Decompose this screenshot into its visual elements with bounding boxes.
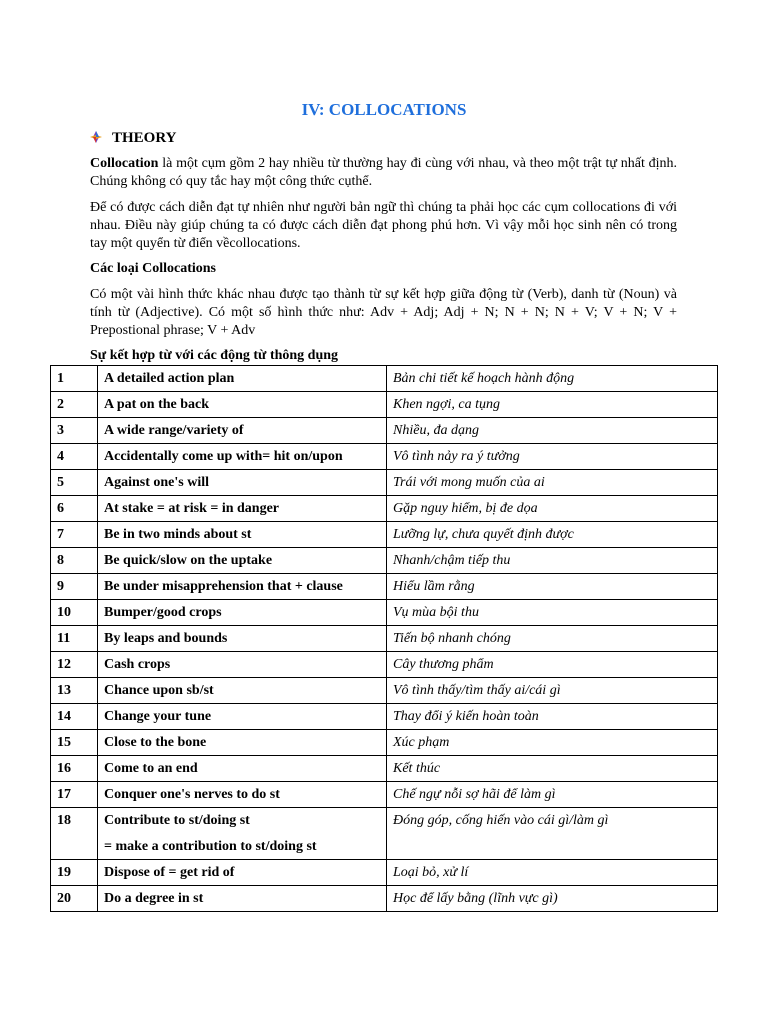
row-number: 3: [51, 418, 98, 444]
row-number: 10: [51, 600, 98, 626]
collocation-meaning: Xúc phạm: [387, 730, 718, 756]
table-row: [51, 470, 718, 496]
collocation-phrase: Dispose of = get rid of: [104, 865, 235, 880]
collocation-meaning: Chế ngự nỗi sợ hãi để làm gì: [387, 782, 718, 808]
row-number: 19: [51, 860, 98, 886]
table-row: [51, 392, 718, 418]
collocation-phrase: Conquer one's nerves to do st: [104, 787, 280, 802]
collocation-phrase: Chance upon sb/st: [104, 683, 214, 698]
row-number: 1: [51, 366, 98, 392]
page-title: IV: COLLOCATIONS: [301, 100, 467, 119]
collocation-english: [98, 496, 387, 522]
collocation-meaning: Đóng góp, cống hiến vào cái gì/làm gì: [387, 808, 718, 860]
collocation-meaning: Tiến bộ nhanh chóng: [387, 626, 718, 652]
collocation-meaning: Vụ mùa bội thu: [387, 600, 718, 626]
row-number: 11: [51, 626, 98, 652]
row-number: 6: [51, 496, 98, 522]
table-row: [51, 782, 718, 808]
definition-paragraph: [90, 155, 677, 191]
row-number: 15: [51, 730, 98, 756]
collocation-meaning: Học để lấy bằng (lĩnh vực gì): [387, 886, 718, 912]
collocation-english: [98, 808, 387, 860]
collocation-phrase: Do a degree in st: [104, 891, 204, 906]
collocation-phrase: Come to an end: [104, 761, 198, 776]
collocation-english: [98, 730, 387, 756]
table-row: [51, 366, 718, 392]
collocation-phrase: Change your tune: [104, 709, 212, 724]
collocation-english: [98, 678, 387, 704]
table-row: [51, 548, 718, 574]
table-row: [51, 496, 718, 522]
collocation-english: [98, 782, 387, 808]
collocation-phrase: Be under misapprehension that + clause: [104, 579, 343, 594]
collocation-phrase: At stake = at risk = in danger: [104, 501, 280, 516]
collocation-english: [98, 860, 387, 886]
row-number: 9: [51, 574, 98, 600]
table-row: [51, 860, 718, 886]
collocation-phrase: Be quick/slow on the uptake: [104, 553, 273, 568]
collocation-meaning: Nhiều, đa dạng: [387, 418, 718, 444]
collocation-english: [98, 548, 387, 574]
collocation-meaning: Gặp nguy hiểm, bị đe dọa: [387, 496, 718, 522]
row-number: 8: [51, 548, 98, 574]
collocation-meaning: Vô tình thấy/tìm thấy ai/cái gì: [387, 678, 718, 704]
collocation-table: [50, 365, 718, 912]
collocation-phrase: Contribute to st/doing st: [104, 813, 250, 828]
collocation-english: [98, 470, 387, 496]
collocation-meaning: Hiểu lầm rằng: [387, 574, 718, 600]
collocation-phrase: A wide range/variety of: [104, 423, 244, 438]
row-number: 4: [51, 444, 98, 470]
collocation-meaning: Cây thương phẩm: [387, 652, 718, 678]
collocation-english: [98, 886, 387, 912]
table-row: [51, 418, 718, 444]
table-row: [51, 756, 718, 782]
table-row: [51, 730, 718, 756]
row-number: 18: [51, 808, 98, 860]
table-row: [51, 600, 718, 626]
collocation-meaning: Khen ngợi, ca tụng: [387, 392, 718, 418]
collocation-phrase: Be in two minds about st: [104, 527, 252, 542]
collocation-english: [98, 704, 387, 730]
row-number: 5: [51, 470, 98, 496]
collocation-meaning: Nhanh/chậm tiếp thu: [387, 548, 718, 574]
table-row: [51, 808, 718, 860]
table-row: [51, 626, 718, 652]
collocation-english: [98, 756, 387, 782]
collocation-phrase: A detailed action plan: [104, 371, 235, 386]
table-row: [51, 522, 718, 548]
collocation-english: [98, 522, 387, 548]
table-row: [51, 574, 718, 600]
definition-text: là một cụm gồm 2 hay nhiều từ thường hay đi cùng với nhau, và theo một trật tự nhất định. Chúng không có quy tắc hay một công thức cụthể.: [90, 156, 677, 189]
collocation-meaning: Vô tình nảy ra ý tưởng: [387, 444, 718, 470]
row-number: 12: [51, 652, 98, 678]
collocation-term: Collocation: [90, 156, 159, 171]
table-row: [51, 704, 718, 730]
table-heading: Sự kết hợp từ với các động từ thông dụng: [90, 348, 339, 363]
collocation-english: [98, 366, 387, 392]
collocation-phrase-alt: = make a contribution to st/doing st: [104, 839, 317, 854]
learning-paragraph: Để có được cách diễn đạt tự nhiên như người bản ngữ thì chúng ta phải học các cụm collocations đi với nhau. Điều này giúp chúng ta có được cách diễn đạt phong phú hơn. Vì vậy mỗi học sinh nên có trong tay một quyển từ điển vềcollocations.: [90, 200, 677, 251]
collocation-meaning: Lưỡng lự, chưa quyết định được: [387, 522, 718, 548]
collocation-phrase: Bumper/good crops: [104, 605, 222, 620]
table-row: [51, 444, 718, 470]
theory-label: THEORY: [112, 130, 177, 146]
collocation-english: [98, 392, 387, 418]
row-number: 13: [51, 678, 98, 704]
row-number: 17: [51, 782, 98, 808]
collocation-phrase: Against one's will: [104, 475, 210, 490]
table-row: [51, 652, 718, 678]
collocation-english: [98, 652, 387, 678]
row-number: 2: [51, 392, 98, 418]
collocation-meaning: Kết thúc: [387, 756, 718, 782]
row-number: 7: [51, 522, 98, 548]
table-row: [51, 678, 718, 704]
row-number: 16: [51, 756, 98, 782]
collocation-meaning: Trái với mong muốn của ai: [387, 470, 718, 496]
collocation-phrase: Cash crops: [104, 657, 171, 672]
row-number: 14: [51, 704, 98, 730]
collocation-phrase: Accidentally come up with= hit on/upon: [104, 449, 343, 464]
collocation-english: [98, 626, 387, 652]
collocation-english: [98, 574, 387, 600]
types-heading: Các loại Collocations: [90, 261, 216, 276]
theory-heading: [90, 130, 176, 147]
collocation-phrase: A pat on the back: [104, 397, 210, 412]
table-row: [51, 886, 718, 912]
collocation-meaning: Loại bỏ, xử lí: [387, 860, 718, 886]
collocation-phrase: By leaps and bounds: [104, 631, 228, 646]
collocation-meaning: Thay đổi ý kiến hoàn toàn: [387, 704, 718, 730]
row-number: 20: [51, 886, 98, 912]
types-paragraph: Có một vài hình thức khác nhau được tạo thành từ sự kết hợp giữa động từ (Verb), danh từ (Noun) và tính từ (Adjective). Có một số hình thức như: Adv + Adj; Adj + N; N + N; N + V; V + N; V + Prepostional phrase; V + Adv: [90, 287, 677, 338]
collocation-phrase: Close to the bone: [104, 735, 207, 750]
collocation-english: [98, 600, 387, 626]
collocation-meaning: Bản chi tiết kế hoạch hành động: [387, 366, 718, 392]
diamond-bullet-icon: [90, 131, 102, 143]
collocation-english: [98, 444, 387, 470]
collocation-english: [98, 418, 387, 444]
